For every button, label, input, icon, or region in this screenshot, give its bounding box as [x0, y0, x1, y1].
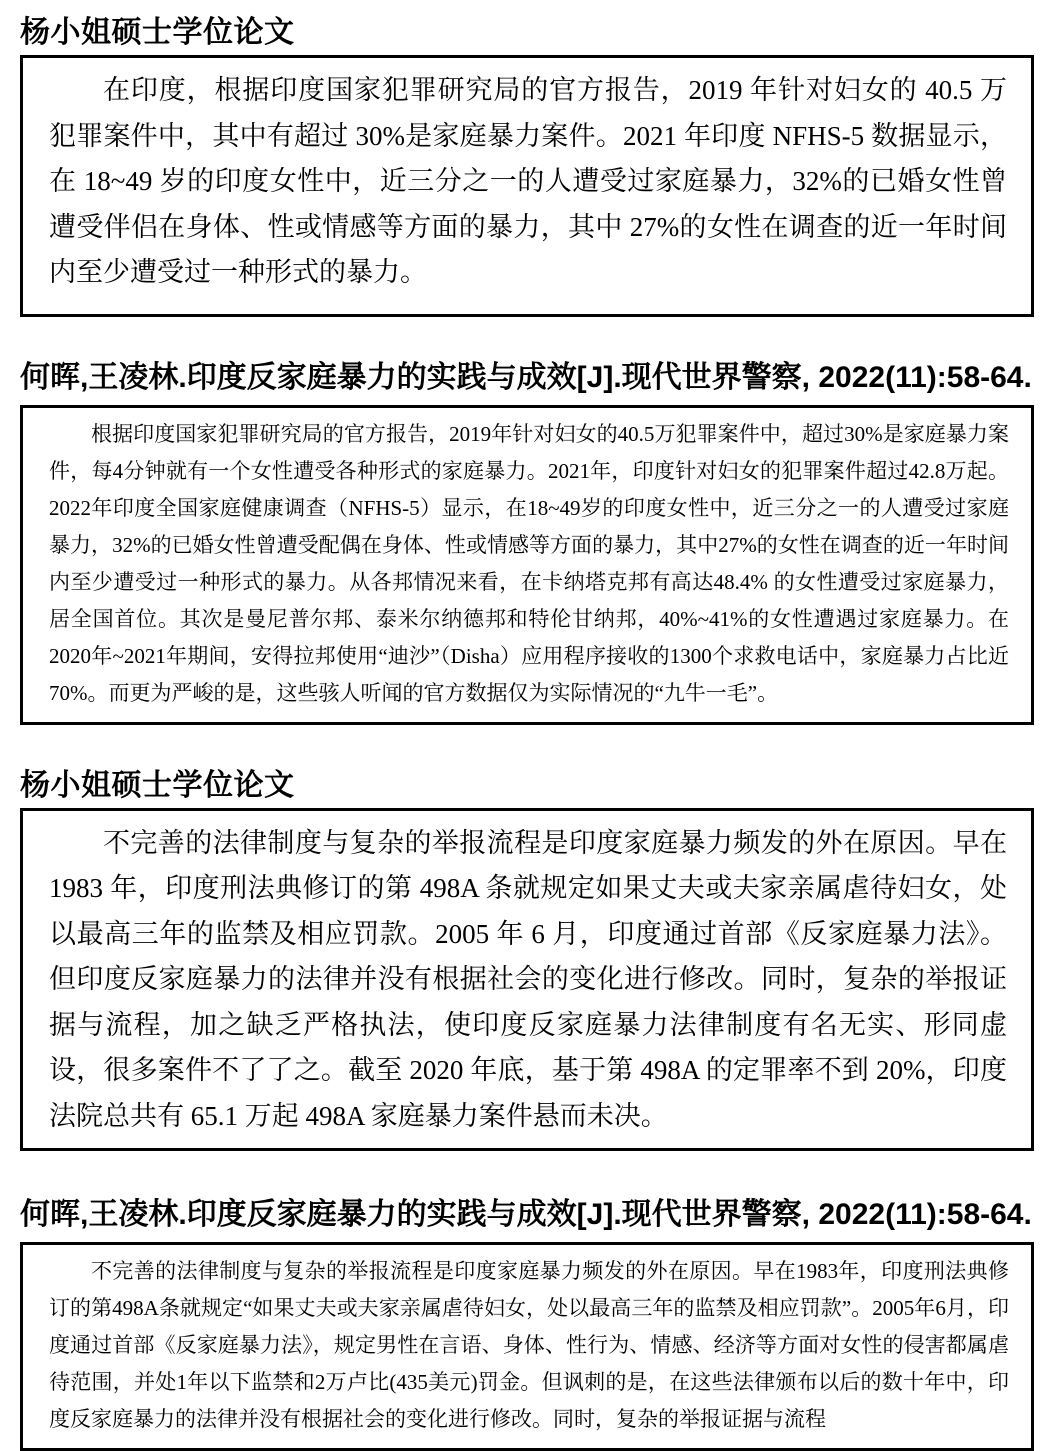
thesis-source-heading-1: 杨小姐硕士学位论文 — [20, 16, 295, 49]
journal-citation-1: 何晖,王凌林.印度反家庭暴力的实践与成效[J].现代世界警察, 2022(11):58-64. — [20, 360, 1032, 394]
thesis-excerpt-text-1: 在印度，根据印度国家犯罪研究局的官方报告，2019 年针对妇女的 40.5 万犯罪案件中，其中有超过 30%是家庭暴力案件。2021 年印度 NFHS-5 数据显示，在 18~49 岁的印度女性中，近三分之一的人遭受过家庭暴力，32%的已婚女性曾遭受伴侣在身体、性或情感等方面的暴力，其中 27%的女性在调查的近一年时间内至少遭受过一种形式的暴力。 — [49, 75, 1007, 287]
journal-excerpt-text-2: 不完善的法律制度与复杂的举报流程是印度家庭暴力频发的外在原因。早在1983年，印度刑法典修订的第498A条就规定“如果丈夫或夫家亲属虐待妇女，处以最高三年的监禁及相应罚款”。2005年6月，印度通过首部《反家庭暴力法》，规定男性在言语、身体、性行为、情感、经济等方面对女性的侵害都属虐待范围，并处1年以下监禁和2万卢比(435美元)罚金。但讽刺的是，在这些法律颁布以后的数十年中，印度反家庭暴力的法律并没有根据社会的变化进行修改。同时，复杂的举报证据与流程 — [49, 1259, 1009, 1431]
thesis-excerpt-box-1 — [20, 55, 1034, 317]
journal-excerpt-box-1 — [20, 405, 1034, 725]
thesis-excerpt-text-2: 不完善的法律制度与复杂的举报流程是印度家庭暴力频发的外在原因。早在 1983 年，印度刑法典修订的第 498A 条就规定如果丈夫或夫家亲属虐待妇女，处以最高三年的监禁及相应罚款。2005 年 6 月，印度通过首部《反家庭暴力法》。但印度反家庭暴力的法律并没有根据社会的变化进行修改。同时，复杂的举报证据与流程，加之缺乏严格执法，使印度反家庭暴力法律制度有名无实、形同虚设，很多案件不了了之。截至 2020 年底，基于第 498A 的定罪率不到 20%，印度法院总共有 65.1 万起 498A 家庭暴力案件悬而未决。 — [49, 827, 1007, 1131]
journal-excerpt-text-1: 根据印度国家犯罪研究局的官方报告，2019年针对妇女的40.5万犯罪案件中，超过30%是家庭暴力案件，每4分钟就有一个女性遭受各种形式的家庭暴力。2021年，印度针对妇女的犯罪案件超过42.8万起。2022年印度全国家庭健康调查（NFHS-5）显示，在18~49岁的印度女性中，近三分之一的人遭受过家庭暴力，32%的已婚女性曾遭受配偶在身体、性或情感等方面的暴力，其中27%的女性在调查的近一年时间内至少遭受过一种形式的暴力。从各邦情况来看，在卡纳塔克邦有高达48.4% 的女性遭受过家庭暴力，居全国首位。其次是曼尼普尔邦、泰米尔纳德邦和特伦甘纳邦，40%~41%的女性遭遇过家庭暴力。在2020年~2021年期间，安得拉邦使用“迪沙”（Disha）应用程序接收的1300个求救电话中，家庭暴力占比近70%。而更为严峻的是，这些骇人听闻的官方数据仅为实际情况的“九牛一毛”。 — [49, 421, 1009, 705]
journal-excerpt-box-2 — [20, 1242, 1034, 1451]
comparison-document — [0, 14, 1056, 1451]
journal-citation-2: 何晖,王凌林.印度反家庭暴力的实践与成效[J].现代世界警察, 2022(11):58-64. — [20, 1198, 1032, 1231]
thesis-source-heading-2: 杨小姐硕士学位论文 — [20, 768, 295, 802]
thesis-excerpt-box-2 — [20, 808, 1034, 1152]
